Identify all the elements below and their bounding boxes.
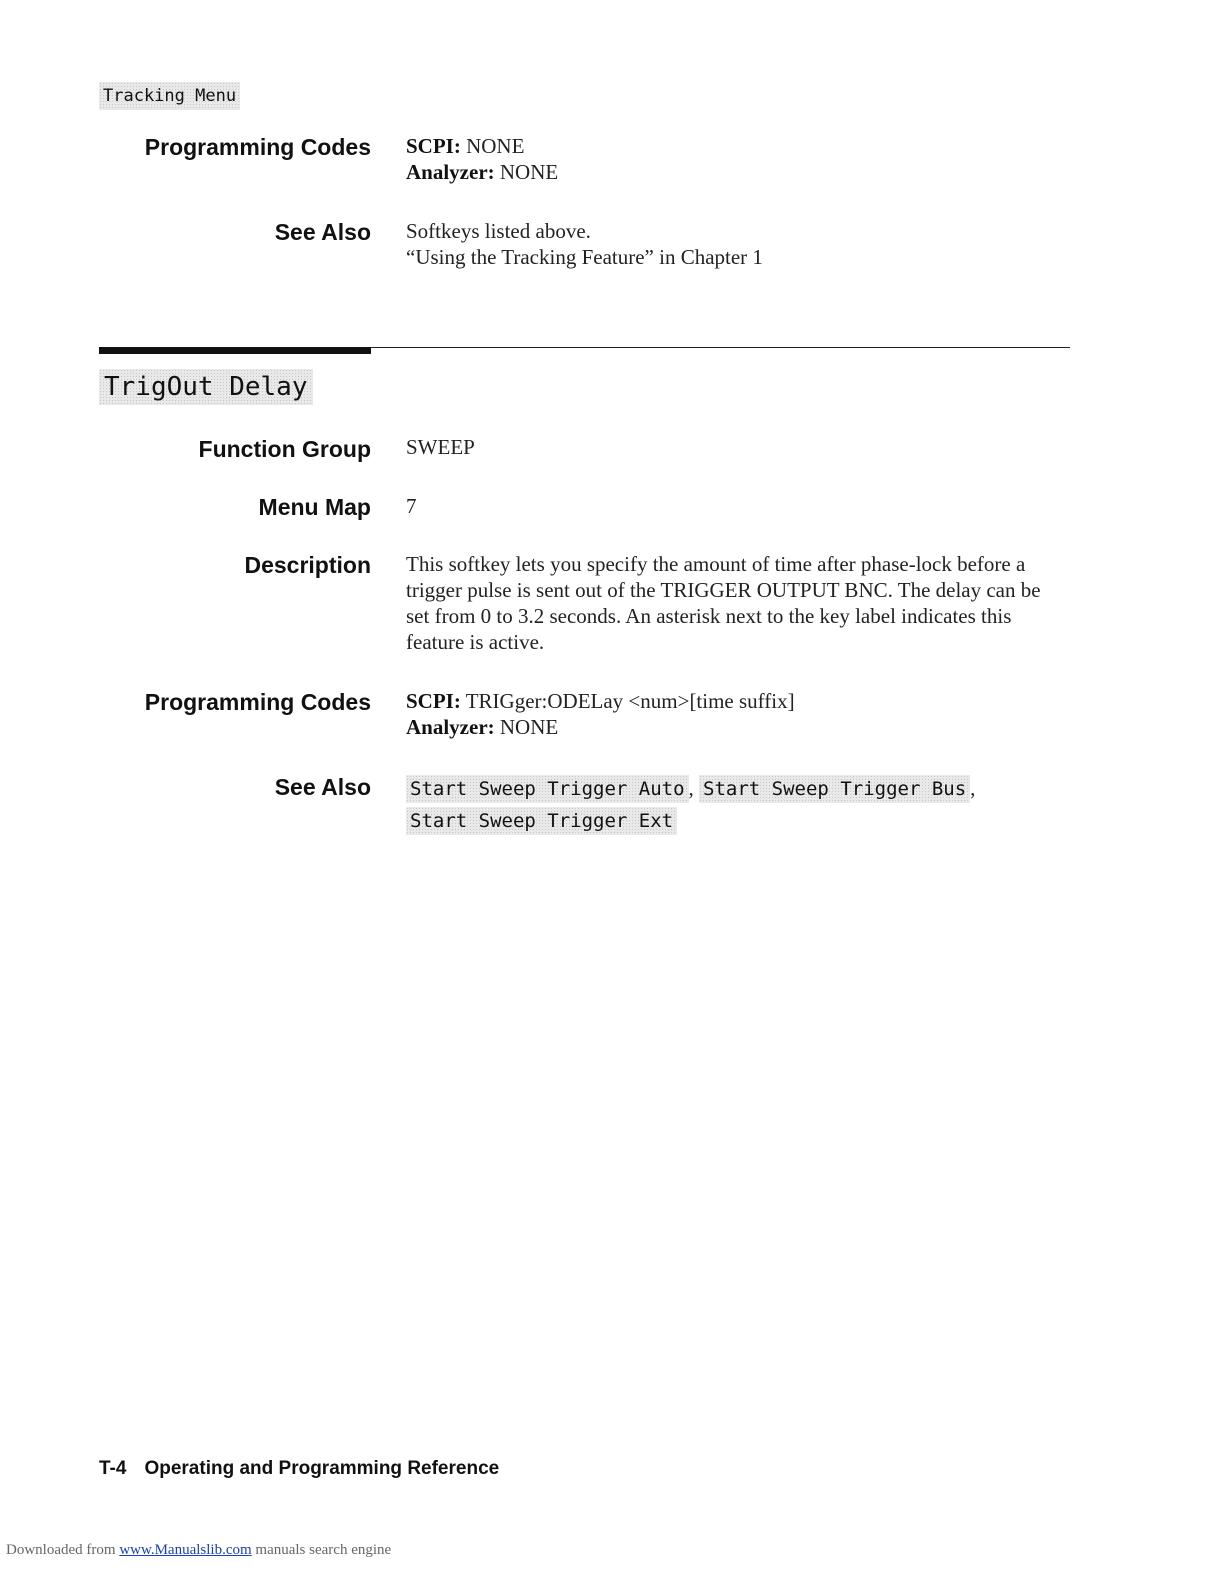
- menu-map-label: Menu Map: [258, 494, 371, 520]
- see-also-label: See Also: [274, 219, 371, 245]
- analyzer-label: Analyzer:: [406, 715, 495, 739]
- page-footer: [99, 1458, 499, 1480]
- analyzer-line: [406, 714, 1066, 740]
- function-group-label: Function Group: [198, 436, 371, 462]
- scpi-value: NONE: [466, 134, 525, 158]
- manualslib-link[interactable]: www.Manualslib.com: [119, 1542, 252, 1558]
- tracking-see-also: [406, 218, 1066, 270]
- analyzer-value: NONE: [499, 715, 559, 739]
- scpi-label: SCPI:: [406, 689, 461, 713]
- start-sweep-trigger-bus-softkey: Start Sweep Trigger Bus: [699, 775, 970, 803]
- analyzer-value: NONE: [499, 160, 559, 184]
- trigout-see-also: [406, 772, 1066, 836]
- menu-map-value: 7: [406, 494, 417, 518]
- separator: ,: [688, 776, 694, 800]
- start-sweep-trigger-auto-softkey: Start Sweep Trigger Auto: [406, 775, 689, 803]
- scpi-line: [406, 133, 1066, 159]
- download-prefix: Downloaded from: [6, 1542, 116, 1558]
- tracking-programming-codes: [406, 133, 1066, 185]
- see-also-label: See Also: [274, 774, 371, 800]
- scpi-line: [406, 688, 1066, 714]
- download-suffix: manuals search engine: [255, 1542, 392, 1558]
- scpi-value: TRIGger:ODELay <num>[time suffix]: [465, 689, 795, 713]
- footer-title: Operating and Programming Reference: [144, 1458, 500, 1479]
- programming-codes-label: Programming Codes: [144, 134, 371, 160]
- tracking-menu-softkey: Tracking Menu: [99, 82, 240, 110]
- analyzer-label: Analyzer:: [406, 160, 495, 184]
- function-group-value: SWEEP: [406, 435, 475, 459]
- start-sweep-trigger-ext-softkey: Start Sweep Trigger Ext: [406, 807, 677, 835]
- see-also-line-1: Softkeys listed above.: [406, 219, 591, 243]
- trigout-delay-title: TrigOut Delay: [99, 369, 313, 405]
- description-text: This softkey lets you specify the amount of time after phase-lock before a trigger pulse is sent out of the TRIGGER OUTPUT BNC. The delay can be set from 0 to 3.2 seconds. An asterisk next to the key label indicates this feature is active.: [406, 552, 1041, 654]
- scpi-label: SCPI:: [406, 134, 461, 158]
- trigout-programming-codes: [406, 688, 1066, 740]
- download-attribution: [6, 1542, 391, 1559]
- analyzer-line: [406, 159, 1066, 185]
- see-also-line-2: “Using the Tracking Feature” in Chapter 1: [406, 245, 763, 269]
- section-divider-thick: [99, 347, 371, 354]
- page-number: T-4: [99, 1458, 127, 1479]
- programming-codes-label: Programming Codes: [144, 689, 371, 715]
- separator: ,: [970, 776, 976, 800]
- description-label: Description: [244, 552, 371, 578]
